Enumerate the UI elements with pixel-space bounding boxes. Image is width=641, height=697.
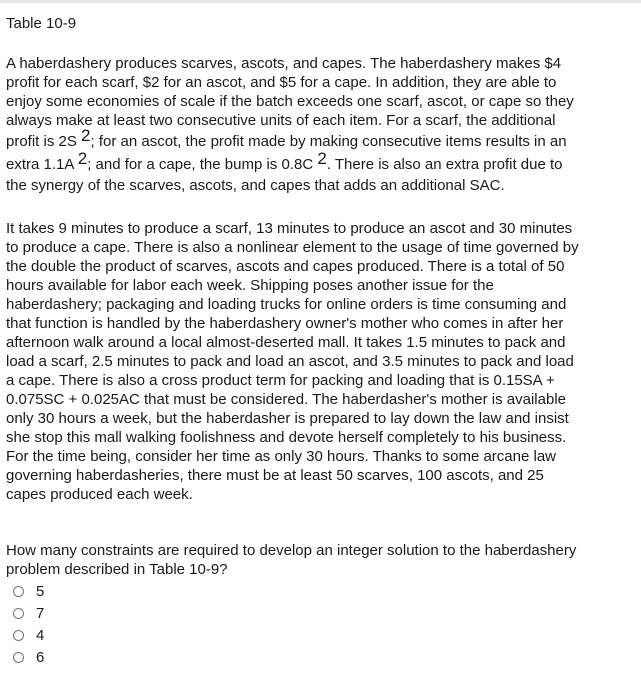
radio-button[interactable] [13, 586, 24, 597]
paragraph-line: the double the product of scarves, ascots and capes produced. There is a total of 50 [6, 258, 565, 275]
option-label: 5 [36, 582, 45, 600]
paragraph-line: haberdashery; packaging and loading trucks for online orders is time consuming and [6, 296, 567, 313]
paragraph-line: that function is handled by the haberdashery owner's mother who comes in after her [6, 315, 564, 332]
table-title: Table 10-9 [6, 15, 77, 32]
radio-button[interactable] [13, 608, 24, 619]
paragraph-line-scarf-bonus: profit is 2S $^2$; for an ascot, the profit made by making consecutive items results in an [6, 126, 567, 150]
problem-paragraph-constraints [6, 219, 631, 504]
paragraph-line: always make at least two consecutive units of each item. For a scarf, the additional [6, 112, 556, 129]
paragraph-line: a cape. There is also a cross product term for packing and loading that is 0.15SA + [6, 372, 555, 389]
paragraph-line: capes produced each week. [6, 486, 193, 503]
option-label: 4 [36, 626, 45, 644]
paragraph-line: profit for each scarf, $2 for an ascot, and $5 for a cape. In addition, they are able to [6, 74, 557, 91]
answer-option-1[interactable] [13, 580, 44, 602]
exponent: 2 [81, 126, 91, 145]
question-text [6, 541, 631, 579]
answer-option-4[interactable] [13, 646, 44, 668]
radio-button[interactable] [13, 652, 24, 663]
answer-options [13, 580, 44, 668]
exponent: 2 [77, 149, 88, 168]
exponent: 2 [317, 149, 327, 168]
radio-button[interactable] [13, 630, 24, 641]
paragraph-line: It takes 9 minutes to produce a scarf, 13 minutes to produce an ascot and 30 minutes [6, 220, 573, 237]
paragraph-line: 0.075SC + 0.025AC that must be considered. The haberdasher's mother is available [6, 391, 567, 408]
paragraph-line: the synergy of the scarves, ascots, and capes that adds an additional SAC. [6, 177, 505, 194]
top-divider [0, 0, 641, 3]
paragraph-line: governing haberdasheries, there must be at least 50 scarves, 100 ascots, and 25 [6, 467, 544, 484]
problem-paragraph-profit [6, 54, 631, 195]
paragraph-line: For the time being, consider her time as only 30 hours. Thanks to some arcane law [6, 448, 556, 465]
paragraph-line: load a scarf, 2.5 minutes to pack and load an ascot, and 3.5 minutes to pack and load [6, 353, 574, 370]
paragraph-line: to produce a cape. There is also a nonlinear element to the usage of time governed by [6, 239, 579, 256]
option-label: 7 [36, 604, 45, 622]
question-line: How many constraints are required to develop an integer solution to the haberdashery [6, 542, 577, 559]
option-label: 6 [36, 648, 45, 666]
paragraph-line: afternoon walk around a local almost-deserted mall. It takes 1.5 minutes to pack and [6, 334, 566, 351]
answer-option-2[interactable] [13, 602, 44, 624]
paragraph-line: A haberdashery produces scarves, ascots, and capes. The haberdashery makes $4 [6, 55, 562, 72]
paragraph-line: hours available for labor each week. Shipping poses another issue for the [6, 277, 494, 294]
question-line: problem described in Table 10-9? [6, 561, 228, 578]
paragraph-line: enjoy some economies of scale if the batch exceeds one scarf, ascot, or cape so they [6, 93, 574, 110]
answer-option-3[interactable] [13, 624, 44, 646]
paragraph-line-ascot-cape-bonus: extra 1.1A $^2$; and for a cape, the bump is 0.8C $^2$. There is also an extra profit due to [6, 149, 563, 173]
paragraph-line: only 30 hours a week, but the haberdasher is prepared to lay down the law and insist [6, 410, 569, 427]
paragraph-line: she stop this mall walking foolishness and devote herself completely to his business. [6, 429, 567, 446]
